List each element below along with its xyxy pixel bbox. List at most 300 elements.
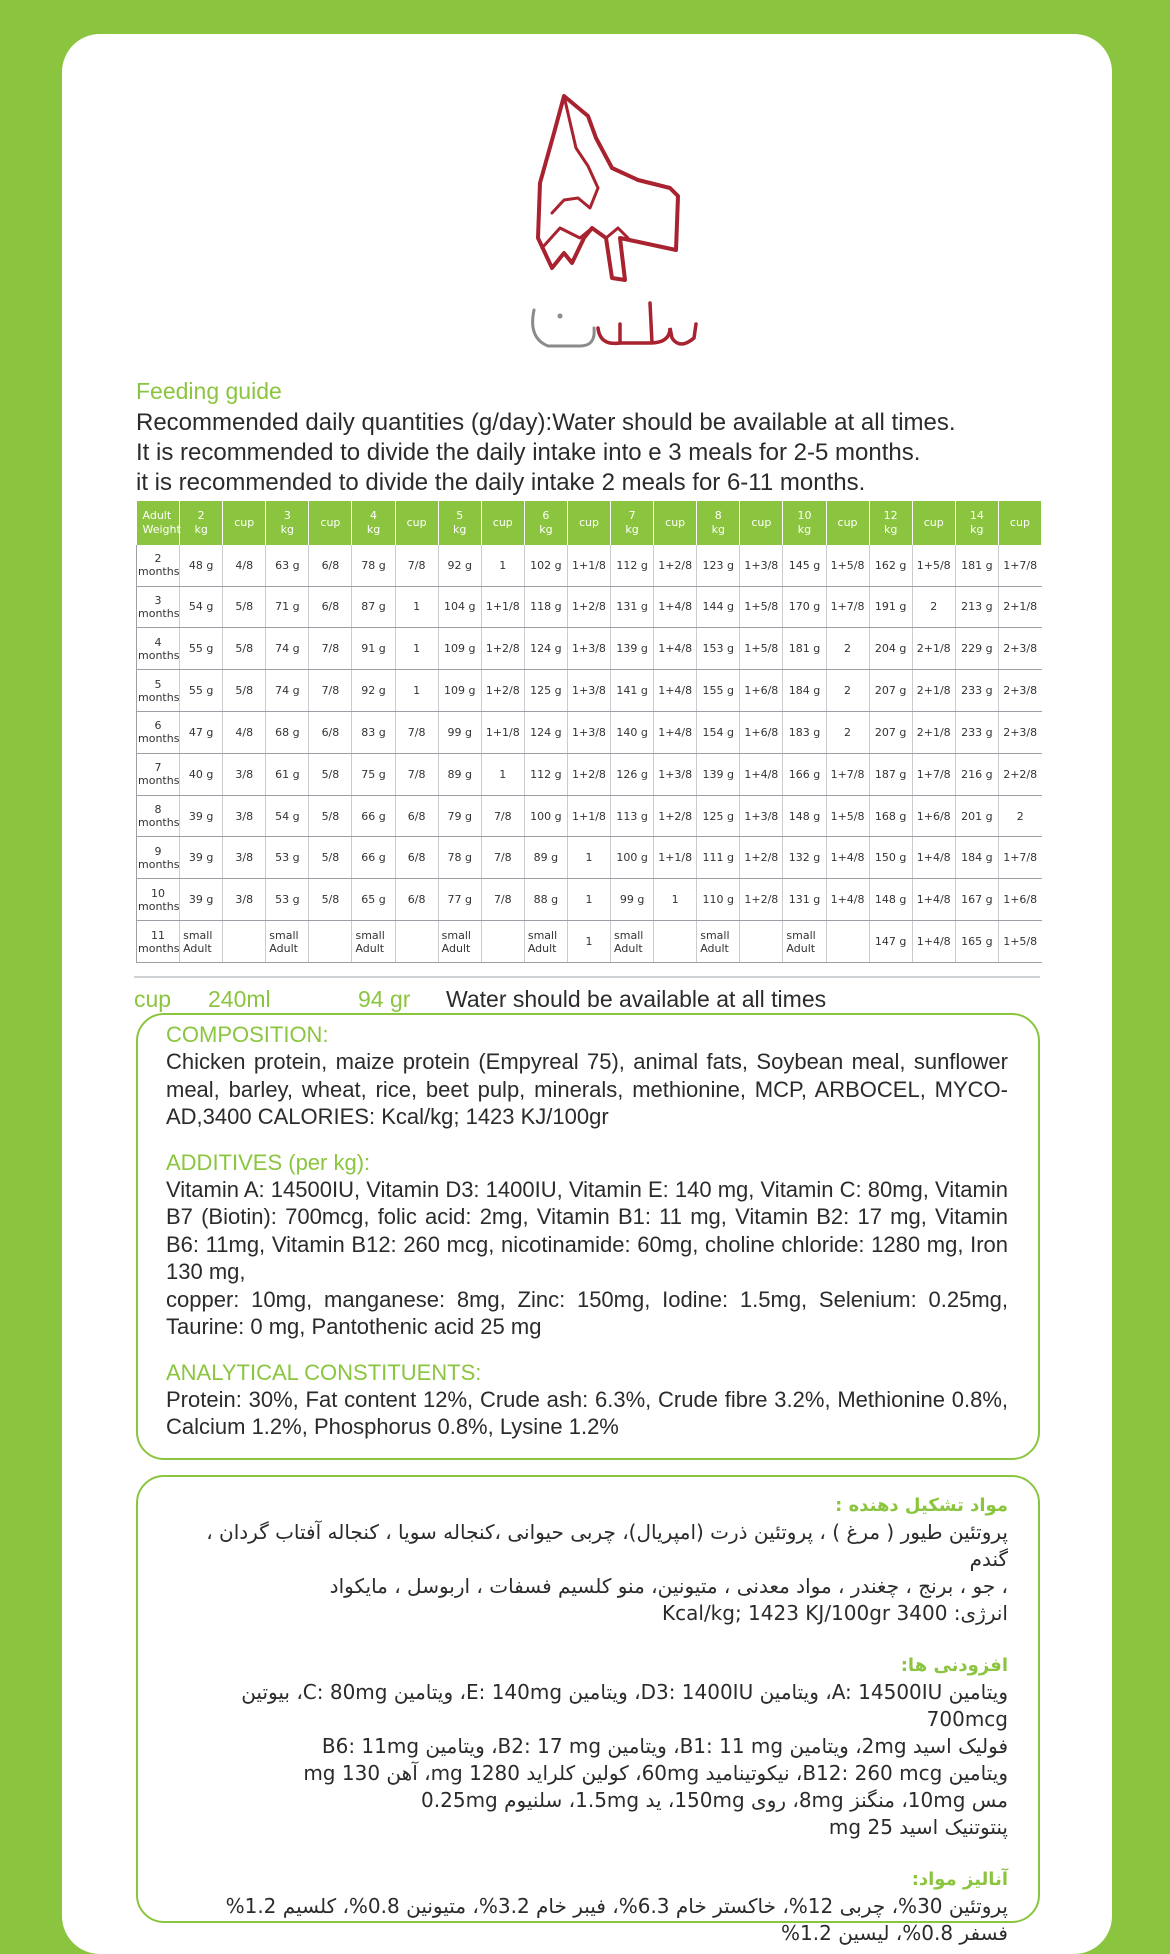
table-cell: 1 [567,921,610,963]
header-adult-weight [137,501,180,545]
table-cell: 1 [395,628,438,670]
table-cell: 1+3/8 [740,545,783,586]
table-cell: 183 g [783,711,826,753]
table-cell: 2+1/8 [912,670,955,712]
table-cell: 1 [395,670,438,712]
table-cell: 233 g [955,711,998,753]
table-cell: 7/8 [481,837,524,879]
table-cell: 6/8 [309,711,352,753]
table-cell: 48 g [180,545,223,586]
table-cell: 1+4/8 [912,837,955,879]
table-cell: 2 [826,670,869,712]
table-cell: 201 g [955,795,998,837]
header-cell [481,501,524,545]
header-text: cup [234,516,255,529]
table-cell: 2+2/8 [998,753,1041,795]
table-cell: 112 g [524,753,567,795]
table-cell: 2+1/8 [912,628,955,670]
table-row [137,753,1042,795]
table-cell: 110 g [697,879,740,921]
table-cell [438,921,481,963]
table-cell [697,921,740,963]
table-cell: 1+7/8 [826,753,869,795]
table-row [137,795,1042,837]
table-cell: 2 [912,586,955,628]
cell-text: Adult [355,941,385,955]
table-cell [309,921,352,963]
table-cell: 1+4/8 [740,753,783,795]
header-text: kg [280,523,294,536]
age-cell [137,879,180,921]
table-cell: 66 g [352,837,395,879]
age-cell [137,670,180,712]
table-cell: 124 g [524,628,567,670]
table-cell: 184 g [783,670,826,712]
age-cell [137,795,180,837]
table-cell: 78 g [352,545,395,586]
table-cell: 2 [998,795,1041,837]
header-text: cup [837,516,858,529]
table-cell: 7/8 [481,795,524,837]
cell-text: 9 [154,844,162,858]
header-text: cup [1009,516,1030,529]
table-cell: 229 g [955,628,998,670]
table-cell: 5/8 [223,628,266,670]
header-cell [395,501,438,545]
table-cell: 65 g [352,879,395,921]
table-cell: 204 g [869,628,912,670]
table-cell [826,921,869,963]
table-cell: 5/8 [309,879,352,921]
cell-text: 2 [154,552,162,566]
table-cell: 1+4/8 [654,711,697,753]
header-cell [309,501,352,545]
table-cell: 1+5/8 [740,586,783,628]
table-cell: 1+4/8 [912,879,955,921]
table-cell: 1+2/8 [481,670,524,712]
table-cell: 1+7/8 [998,545,1041,586]
table-cell [783,921,826,963]
table-cell: 111 g [697,837,740,879]
cell-text: 11 [151,928,166,942]
feeding-guide-title: Feeding guide [136,378,282,404]
table-cell: 125 g [697,795,740,837]
table-cell: 148 g [783,795,826,837]
table-cell [524,921,567,963]
table-cell: 145 g [783,545,826,586]
table-cell: 78 g [438,837,481,879]
feeding-guide-line: It is recommended to divide the daily intake into e 3 meals for 2-5 months. [136,439,921,466]
cell-text: months [138,774,180,788]
table-cell: 1+2/8 [567,753,610,795]
header-text: 14 [969,509,984,522]
additives-title: ADDITIVES (per kg): [166,1149,371,1175]
table-cell: 131 g [611,586,654,628]
header-text: 6 [542,509,550,522]
table-cell: 124 g [524,711,567,753]
table-cell: 4/8 [223,545,266,586]
header-text: cup [492,516,513,529]
header-text: 3 [283,509,291,522]
table-cell: 1+6/8 [740,670,783,712]
table-cell: 1+2/8 [481,628,524,670]
header-cell [869,501,912,545]
table-cell: 7/8 [395,711,438,753]
table-cell: 5/8 [223,586,266,628]
table-cell [352,921,395,963]
table-cell: 89 g [438,753,481,795]
table-cell: 5/8 [309,795,352,837]
dog-head-icon [500,88,700,368]
table-cell: 148 g [869,879,912,921]
header-text: 5 [456,509,464,522]
table-cell: 1+6/8 [912,795,955,837]
fa-analysis-line: فسفر 0.8%، لیسین 1.2% [781,1921,1008,1945]
table-cell: 79 g [438,795,481,837]
table-cell: 154 g [697,711,740,753]
table-cell: 5/8 [223,670,266,712]
brand-logo [500,88,700,368]
cup-label: cup [134,986,172,1012]
cell-text: months [138,565,180,579]
cell-text: Adult [786,941,816,955]
table-row [137,879,1042,921]
table-cell: 3/8 [223,795,266,837]
table-cell: 1+4/8 [826,879,869,921]
table-cell [611,921,654,963]
table-cell: 74 g [266,670,309,712]
table-cell: 167 g [955,879,998,921]
age-cell [137,837,180,879]
table-cell: 39 g [180,837,223,879]
header-text: 4 [370,509,378,522]
table-row [137,837,1042,879]
feeding-table [136,501,1042,963]
table-cell: 83 g [352,711,395,753]
table-cell: 1+3/8 [740,795,783,837]
table-cell: 92 g [438,545,481,586]
header-cell [567,501,610,545]
table-cell: 1+4/8 [654,670,697,712]
table-cell: 1+5/8 [912,545,955,586]
cell-text: months [138,732,180,746]
header-cell [697,501,740,545]
header-text: kg [711,523,725,536]
table-cell: 100 g [611,837,654,879]
cell-text: 3 [154,593,162,607]
table-cell: 87 g [352,586,395,628]
table-cell: 1+3/8 [567,628,610,670]
table-row [137,921,1042,963]
cell-text: months [138,941,180,955]
table-cell: 54 g [266,795,309,837]
cell-text: months [138,857,180,871]
table-cell: 109 g [438,628,481,670]
header-text: 7 [628,509,636,522]
table-cell: 109 g [438,670,481,712]
header-text: 12 [883,509,898,522]
header-text: kg [883,523,898,536]
table-cell: 88 g [524,879,567,921]
table-row [137,545,1042,586]
table-cell: 147 g [869,921,912,963]
table-cell: 1+6/8 [998,879,1041,921]
table-cell: 6/8 [395,879,438,921]
composition-text: Chicken protein, maize protein (Empyreal 75), animal fats, Soybean meal, sunflower meal, barley, wheat, rice, beet pulp, minerals, methionine, MCP, ARBOCEL, MYCO-AD,3400 CALORIES: Kcal/kg; 1423 KJ/100gr [166,1049,1008,1129]
table-cell: 6/8 [309,545,352,586]
cell-text: Adult [614,941,643,955]
cell-text: 7 [154,761,162,775]
table-cell: 54 g [180,586,223,628]
table-cell: 1+1/8 [654,837,697,879]
header-text: kg [797,523,812,536]
table-cell: 1+6/8 [740,711,783,753]
table-cell: 1+4/8 [826,837,869,879]
table-cell: 126 g [611,753,654,795]
cell-text: Adult [441,941,471,955]
table-cell: 213 g [955,586,998,628]
table-cell: 102 g [524,545,567,586]
table-cell [180,921,223,963]
cell-text: small [700,928,730,942]
cell-text: Adult [700,941,729,955]
header-text: cup [751,516,772,529]
cell-text: small [269,928,299,942]
composition-title: COMPOSITION: [166,1022,329,1047]
table-cell: 6/8 [395,795,438,837]
header-cell [654,501,697,545]
table-cell: 1+1/8 [567,545,610,586]
fa-additives-line: ویتامین B12: 260 mcg، نیکوتینامید 60mg، کولین کلراید 1280 mg، آهن 130 mg [303,1761,1008,1785]
table-cell: 68 g [266,711,309,753]
additives-text-2: copper: 10mg, manganese: 8mg, Zinc: 150mg, Iodine: 1.5mg, Selenium: 0.25mg, Taurine: 0 mg, Pantothenic acid 25 mg [166,1286,1008,1339]
table-cell: 1+5/8 [826,795,869,837]
table-cell: 63 g [266,545,309,586]
table-cell: 75 g [352,753,395,795]
fa-additives-line: پنتوتنیک اسید 25 mg [828,1815,1008,1839]
table-cell: 233 g [955,670,998,712]
fa-composition-line: انرژی: 3400 Kcal/kg; 1423 KJ/100gr [662,1601,1008,1625]
table-cell: 77 g [438,879,481,921]
header-cell [438,501,481,545]
table-row [137,628,1042,670]
table-cell: 1 [567,837,610,879]
cell-text: small [786,928,816,942]
table-row [137,711,1042,753]
cell-text: months [138,606,180,620]
feeding-guide-line: it is recommended to divide the daily intake 2 meals for 6-11 months. [136,469,866,496]
table-cell: 53 g [266,837,309,879]
header-cell [740,501,783,545]
age-cell [137,753,180,795]
table-cell: 181 g [955,545,998,586]
fa-additives-line: فولیک اسید 2mg، ویتامین B1: 11 mg، ویتامین B2: 17 mg، ویتامین B6: 11mg [321,1734,1008,1758]
header-text: 10 [797,509,812,522]
table-cell: 39 g [180,795,223,837]
table-cell: 1+5/8 [998,921,1041,963]
table-cell: 132 g [783,837,826,879]
table-cell: 74 g [266,628,309,670]
table-cell: 1+4/8 [654,586,697,628]
table-cell: 118 g [524,586,567,628]
table-cell: 91 g [352,628,395,670]
table-cell: 140 g [611,711,654,753]
table-cell: 100 g [524,795,567,837]
header-text: kg [366,523,381,536]
table-cell: 3/8 [223,753,266,795]
age-cell [137,921,180,963]
table-cell: 55 g [180,628,223,670]
header-text: Weight [142,523,181,536]
table-cell: 184 g [955,837,998,879]
table-cell: 7/8 [309,670,352,712]
table-cell: 2+3/8 [998,628,1041,670]
table-cell: 165 g [955,921,998,963]
table-cell: 1+2/8 [654,795,697,837]
table-cell: 71 g [266,586,309,628]
table-cell: 2+3/8 [998,670,1041,712]
fa-additives-line: ویتامین A: 14500IU، ویتامین D3: 1400IU، ویتامین E: 140mg، ویتامین C: 80mg، بیوتین 700mcg [241,1680,1008,1731]
cell-text: 6 [154,719,162,733]
table-cell: 1+5/8 [826,545,869,586]
table-cell: 6/8 [309,586,352,628]
table-cell: 113 g [611,795,654,837]
table-cell: 99 g [611,879,654,921]
cell-text: Adult [527,941,557,955]
table-cell: 1+3/8 [567,670,610,712]
table-cell: 150 g [869,837,912,879]
cell-text: 10 [151,886,166,900]
table-cell: 2 [826,628,869,670]
table-cell: 53 g [266,879,309,921]
cell-text: small [614,928,644,942]
cup-info [134,976,1040,1018]
table-cell: 125 g [524,670,567,712]
table-cell: 168 g [869,795,912,837]
age-cell [137,628,180,670]
header-cell [352,501,395,545]
table-cell: 187 g [869,753,912,795]
cell-text: Adult [269,941,298,955]
table-cell: 1 [395,586,438,628]
table-cell: 139 g [611,628,654,670]
table-cell [395,921,438,963]
table-cell: 1+2/8 [567,586,610,628]
table-cell [223,921,266,963]
header-cell [611,501,654,545]
table-cell: 1+1/8 [567,795,610,837]
table-cell: 1+1/8 [481,586,524,628]
table-cell: 181 g [783,628,826,670]
header-text: cup [923,516,944,529]
table-cell: 3/8 [223,837,266,879]
table-cell: 166 g [783,753,826,795]
table-cell: 47 g [180,711,223,753]
table-cell: 1+7/8 [998,837,1041,879]
header-cell [955,501,998,545]
table-cell: 1+1/8 [481,711,524,753]
table-cell: 141 g [611,670,654,712]
table-cell [654,921,697,963]
header-text: kg [453,523,467,536]
header-text: 2 [197,509,205,522]
table-cell: 3/8 [223,879,266,921]
table-cell: 1 [654,879,697,921]
table-cell: 1+5/8 [740,628,783,670]
table-cell: 191 g [869,586,912,628]
table-cell: 1+2/8 [654,545,697,586]
table-cell: 4/8 [223,711,266,753]
persian-info-box [136,1475,1040,1945]
additives-text: Vitamin A: 14500IU, Vitamin D3: 1400IU, Vitamin E: 140 mg, Vitamin C: 80mg, Vitamin B7 (Biotin): 700mcg, folic acid: 2mg, Vitamin B1: 11 mg, Vitamin B2: 17 mg, Vitamin B6: 11mg, Vitamin B12: 260 mcg, nicotinamide: 60mg, choline chloride: 1280 mg, Iron 130 mg, [166,1176,1008,1284]
header-cell [266,501,309,545]
fa-composition-line: پروتئین طیور ( مرغ ) ، پروتئین ذرت (امپریال)، چربی حیوانی ،کنجاله سویا ، کنجاله آفتاب گردان ، گندم [206,1520,1008,1571]
table-cell: 170 g [783,586,826,628]
table-cell: 139 g [697,753,740,795]
table-cell: 2+1/8 [998,586,1041,628]
header-cell [912,501,955,545]
table-cell: 2+1/8 [912,711,955,753]
fa-analysis-line: پروتئین 30%، چربی 12%، خاکستر خام 6.3%، فیبر خام 3.2%، متیونین 0.8%، کلسیم 1.2% [225,1894,1008,1918]
table-cell: 7/8 [395,753,438,795]
age-cell [137,711,180,753]
english-info-box [136,1013,1040,1460]
fa-composition-line: ، جو ، برنج ، چغندر ، مواد معدنی ، متیونین، منو کلسیم فسفات ، اربوسل ، مایکواد [329,1574,1008,1598]
cell-text: 4 [154,635,162,649]
table-cell: 39 g [180,879,223,921]
table-row [137,586,1042,628]
header-cell [998,501,1041,545]
table-cell: 162 g [869,545,912,586]
table-cell: 2+3/8 [998,711,1041,753]
fa-composition-title: مواد تشکیل دهنده : [835,1495,1008,1516]
table-cell: 155 g [697,670,740,712]
table-cell: 1+2/8 [740,879,783,921]
table-cell: 1+3/8 [654,753,697,795]
table-cell: 131 g [783,879,826,921]
table-cell: 112 g [611,545,654,586]
table-cell: 1+2/8 [740,837,783,879]
cell-text: small [527,928,558,942]
table-cell [266,921,309,963]
table-cell: 5/8 [309,753,352,795]
header-text: kg [194,523,208,536]
header-text: cup [320,516,341,529]
table-cell: 5/8 [309,837,352,879]
analytical-title: ANALYTICAL CONSTITUENTS: [166,1359,482,1385]
table-row [137,670,1042,712]
header-text: 8 [714,509,722,522]
cell-text: 5 [154,677,162,691]
table-cell: 207 g [869,711,912,753]
header-text: Adult [142,509,172,522]
table-cell: 89 g [524,837,567,879]
header-cell [180,501,223,545]
table-cell: 2 [826,711,869,753]
table-cell: 207 g [869,670,912,712]
table-cell: 99 g [438,711,481,753]
header-text: cup [578,516,599,529]
table-cell: 1 [481,545,524,586]
table-cell: 104 g [438,586,481,628]
table-cell: 1 [481,753,524,795]
header-cell [783,501,826,545]
table-cell: 144 g [697,586,740,628]
table-cell: 1 [567,879,610,921]
table-cell: 123 g [697,545,740,586]
fa-additives-title: افزودنی ها: [900,1655,1008,1676]
feeding-guide-line: Recommended daily quantities (g/day):Water should be available at all times. [136,409,956,436]
